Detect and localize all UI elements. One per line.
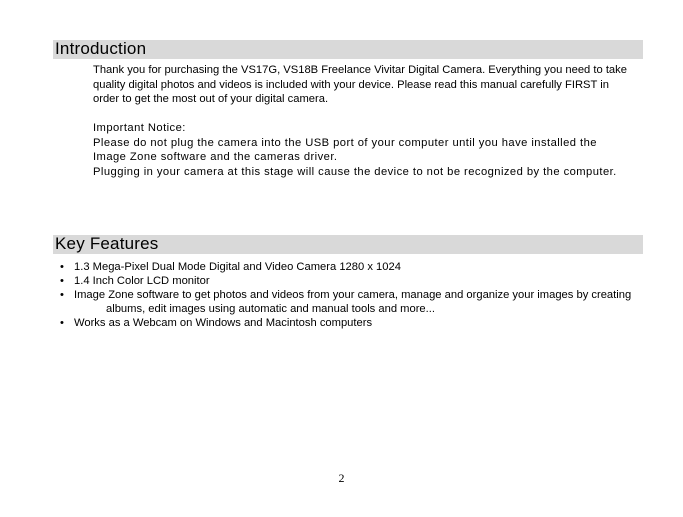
- bullet-icon: •: [60, 261, 64, 273]
- key-features-header-bar: [53, 235, 643, 254]
- feature-text: Image Zone software to get photos and videos from your camera, manage and organize your images by creating albums, edit images using automatic and manual tools and more...: [74, 289, 632, 315]
- introduction-paragraph: Thank you for purchasing the VS17G, VS18B Freelance Vivitar Digital Camera. Everything you need to take quality digital photos and videos is included with your device. Please read this manual carefully FIRST in order to get the most out of your digital camera.: [93, 64, 627, 105]
- feature-text: Works as a Webcam on Windows and Macintosh computers: [74, 316, 373, 329]
- page-number: 2: [338, 471, 345, 485]
- bullet-icon: •: [60, 275, 64, 287]
- feature-text: 1.3 Mega-Pixel Dual Mode Digital and Video Camera 1280 x 1024: [74, 261, 401, 273]
- introduction-header-bar: [53, 40, 643, 59]
- introduction-body: [93, 63, 633, 179]
- notice-text-usb: Please do not plug the camera into the USB port of your computer until you have installed the Image Zone software and the cameras driver.: [93, 136, 597, 163]
- list-item: [60, 275, 635, 289]
- feature-text: 1.4 Inch Color LCD monitor: [74, 275, 210, 287]
- list-item: [60, 317, 635, 331]
- notice-heading: Important Notice:: [93, 122, 186, 134]
- important-notice: [93, 121, 633, 179]
- bullet-icon: •: [60, 316, 64, 329]
- introduction-heading: Introduction: [55, 39, 147, 58]
- notice-text-recognition: Plugging in your camera at this stage will cause the device to not be recognized by the computer.: [93, 165, 617, 178]
- list-item: [60, 261, 635, 275]
- bullet-icon: •: [60, 289, 64, 301]
- key-features-list: [60, 261, 635, 331]
- list-item: [60, 289, 635, 316]
- key-features-heading: Key Features: [55, 234, 159, 253]
